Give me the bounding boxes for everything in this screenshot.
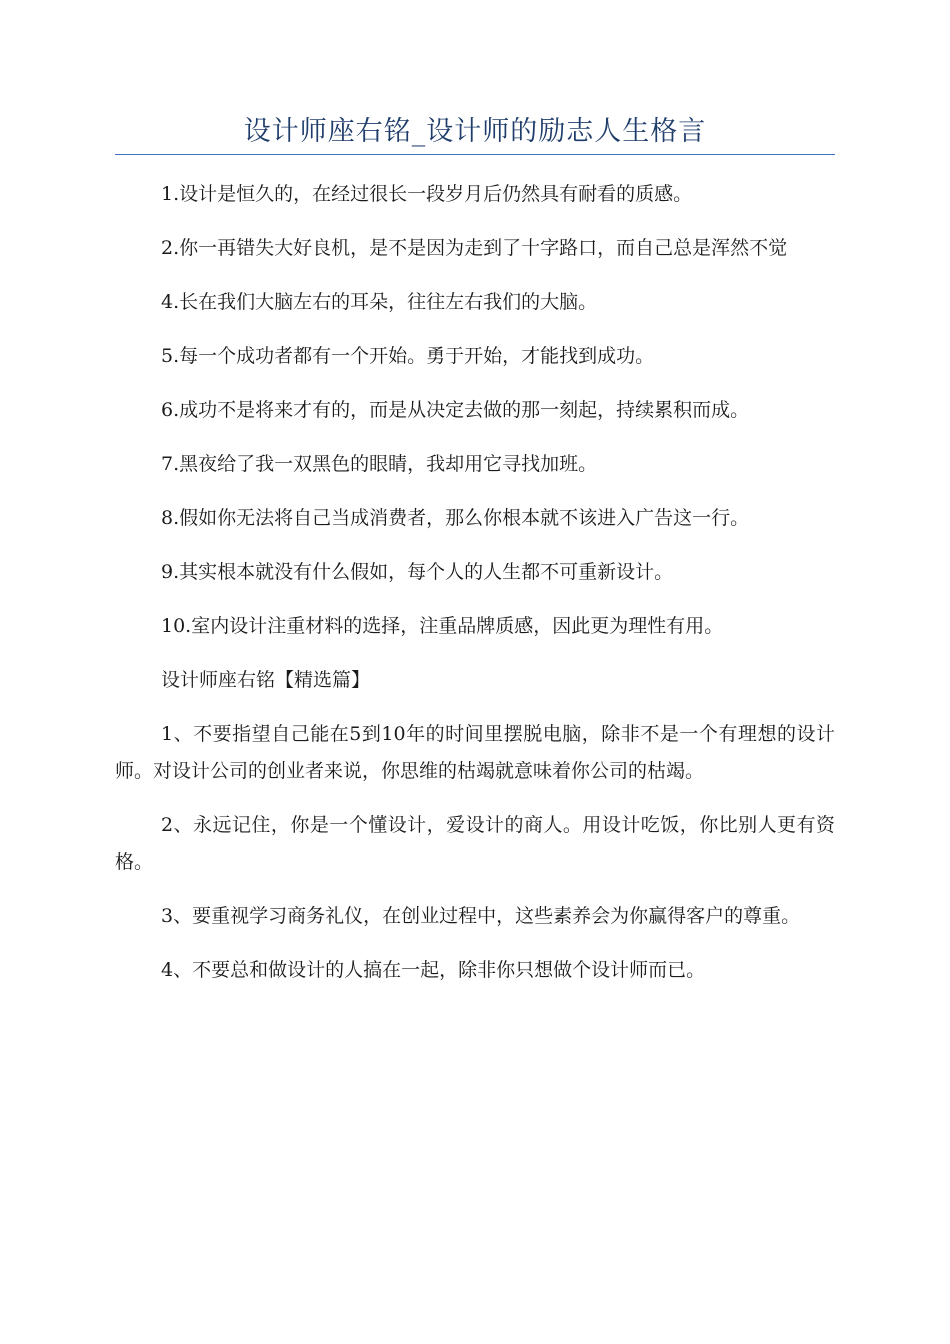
paragraph: 1、不要指望自己能在5到10年的时间里摆脱电脑，除非不是一个有理想的设计师。对设计公司的创业者来说，你思维的枯竭就意味着你公司的枯竭。 xyxy=(115,723,835,782)
paragraph: 1.设计是恒久的，在经过很长一段岁月后仍然具有耐看的质感。 xyxy=(161,183,693,205)
document-title: 设计师座右铭_设计师的励志人生格言 xyxy=(243,116,707,147)
paragraph: 4.长在我们大脑左右的耳朵，往往左右我们的大脑。 xyxy=(161,291,598,313)
paragraph: 2、永远记住，你是一个懂设计，爱设计的商人。用设计吃饭，你比别人更有资格。 xyxy=(115,814,835,873)
section-heading: 设计师座右铭【精选篇】 xyxy=(161,669,371,691)
paragraph: 2.你一再错失大好良机，是不是因为走到了十字路口，而自己总是浑然不觉 xyxy=(161,237,788,259)
paragraph: 6.成功不是将来才有的，而是从决定去做的那一刻起，持续累积而成。 xyxy=(161,399,750,421)
paragraph: 10.室内设计注重材料的选择，注重品牌质感，因此更为理性有用。 xyxy=(161,615,724,637)
paragraph: 4、不要总和做设计的人搞在一起，除非你只想做个设计师而已。 xyxy=(161,959,706,981)
title-underline xyxy=(115,154,835,155)
paragraph: 9.其实根本就没有什么假如，每个人的人生都不可重新设计。 xyxy=(161,561,674,583)
paragraph: 3、要重视学习商务礼仪，在创业过程中，这些素养会为你赢得客户的尊重。 xyxy=(161,905,801,927)
document-body xyxy=(115,176,835,1006)
paragraph: 5.每一个成功者都有一个开始。勇于开始，才能找到成功。 xyxy=(161,345,655,367)
paragraph: 7.黑夜给了我一双黑色的眼睛，我却用它寻找加班。 xyxy=(161,453,598,475)
paragraph: 8.假如你无法将自己当成消费者，那么你根本就不该进入广告这一行。 xyxy=(161,507,750,529)
